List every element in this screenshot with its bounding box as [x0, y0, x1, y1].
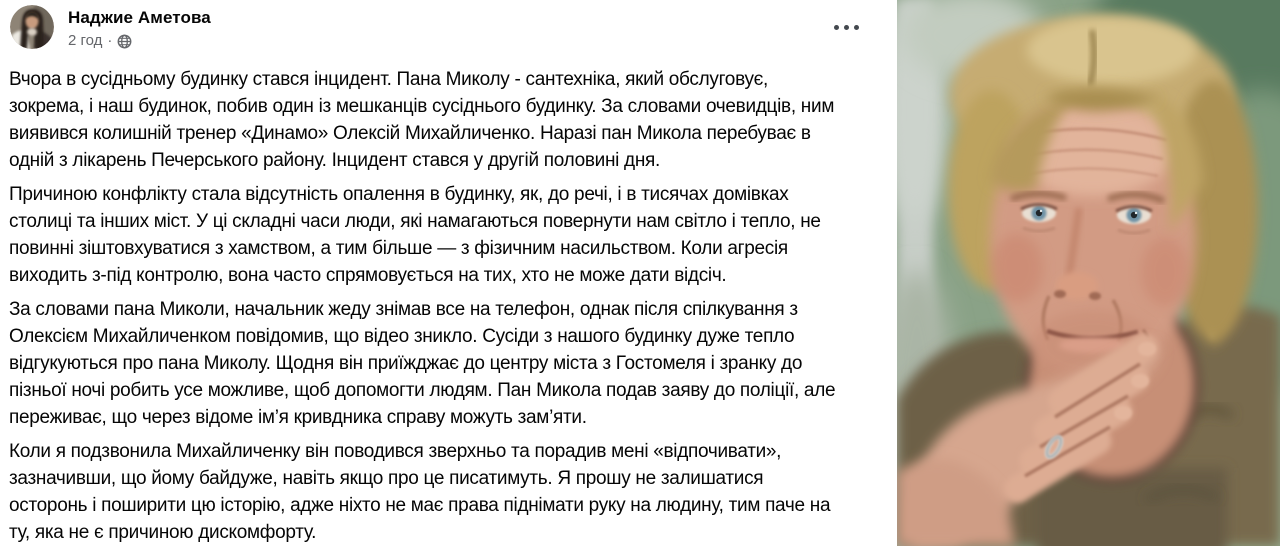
timestamp[interactable]: 2 год — [68, 32, 103, 49]
avatar-image — [10, 5, 54, 49]
post-text-line: За словами пана Миколи, начальник жеду знімав все на телефон, однак після спілкування з — [9, 299, 798, 320]
post-text-line: повинні зіштовхуватися з хамством, а тим більше — з фізичним насильством. Коли агресія — [9, 238, 788, 259]
post-text-line: зазначивши, що йому байдуже, навіть якщо про це писатимуть. Я прошу не залишатися — [9, 468, 764, 489]
ellipsis-icon — [854, 25, 859, 30]
post-text-line: осторонь і поширити цю історію, адже ніхто не має права піднімати руку на людину, тим паче на — [9, 495, 831, 516]
post-photo[interactable] — [897, 0, 1280, 546]
post-text-line: Олексієм Михайличенком повідомив, що відео зникло. Сусіди з нашого будинку дуже тепло — [9, 326, 795, 347]
post-text-line: Коли я подзвонила Михайличенку він поводився зверхньо та порадив мені «відпочивати», — [9, 441, 782, 462]
globe-icon — [117, 34, 132, 49]
post-text-line: Причиною конфлікту стала відсутність опалення в будинку, як, до речі, і в тисячах домівках — [9, 184, 789, 205]
post-paragraph — [9, 296, 835, 431]
post-text — [9, 66, 835, 546]
post-paragraph — [9, 181, 835, 289]
post-text-line: пізньої ночі робить усе можливе, щоб допомогти людям. Пан Микола подав заяву до поліції, але — [9, 380, 836, 401]
post-text-line: переживає, що через відоме ім’я кривдника справу можуть зам’яти. — [9, 407, 587, 428]
meta-separator: · — [107, 32, 113, 49]
ellipsis-icon — [844, 25, 849, 30]
post-paragraph — [9, 438, 835, 546]
post-paragraph — [9, 66, 835, 174]
post-text-line: виявився колишній тренер «Динамо» Олексій Михайличенко. Наразі пан Микола перебуває в — [9, 123, 811, 144]
portrait-photo-man — [897, 0, 1280, 546]
post-header — [10, 5, 897, 55]
avatar[interactable] — [10, 5, 54, 49]
post-text-line: ту, яка не є причиною дискомфорту. — [9, 522, 317, 543]
post-text-line: одній з лікарень Печерського району. Інцидент стався у другій половині дня. — [9, 150, 660, 171]
post-menu-button[interactable] — [830, 21, 863, 34]
post-text-line: виходить з-під контролю, вона часто спрямовується на тих, хто не може дати відсіч. — [9, 265, 727, 286]
post-text-line: Вчора в сусідньому будинку стався інцидент. Пана Миколу - сантехніка, який обслуговує, — [9, 69, 769, 90]
post-text-line: відгукуються про пана Миколу. Щодня він приїжджає до центру міста з Гостомеля і зранку до — [9, 353, 803, 374]
ellipsis-icon — [834, 25, 839, 30]
post-meta — [68, 32, 132, 49]
post-text-line: столиці та інших міст. У ці складні часи люди, які намагаються повернути нам світло і тепло, не — [9, 211, 821, 232]
post-text-line: зокрема, і наш будинок, побив один із мешканців сусіднього будинку. За словами очевидців, ним — [9, 96, 835, 117]
author-name[interactable]: Наджие Аметова — [68, 8, 211, 27]
